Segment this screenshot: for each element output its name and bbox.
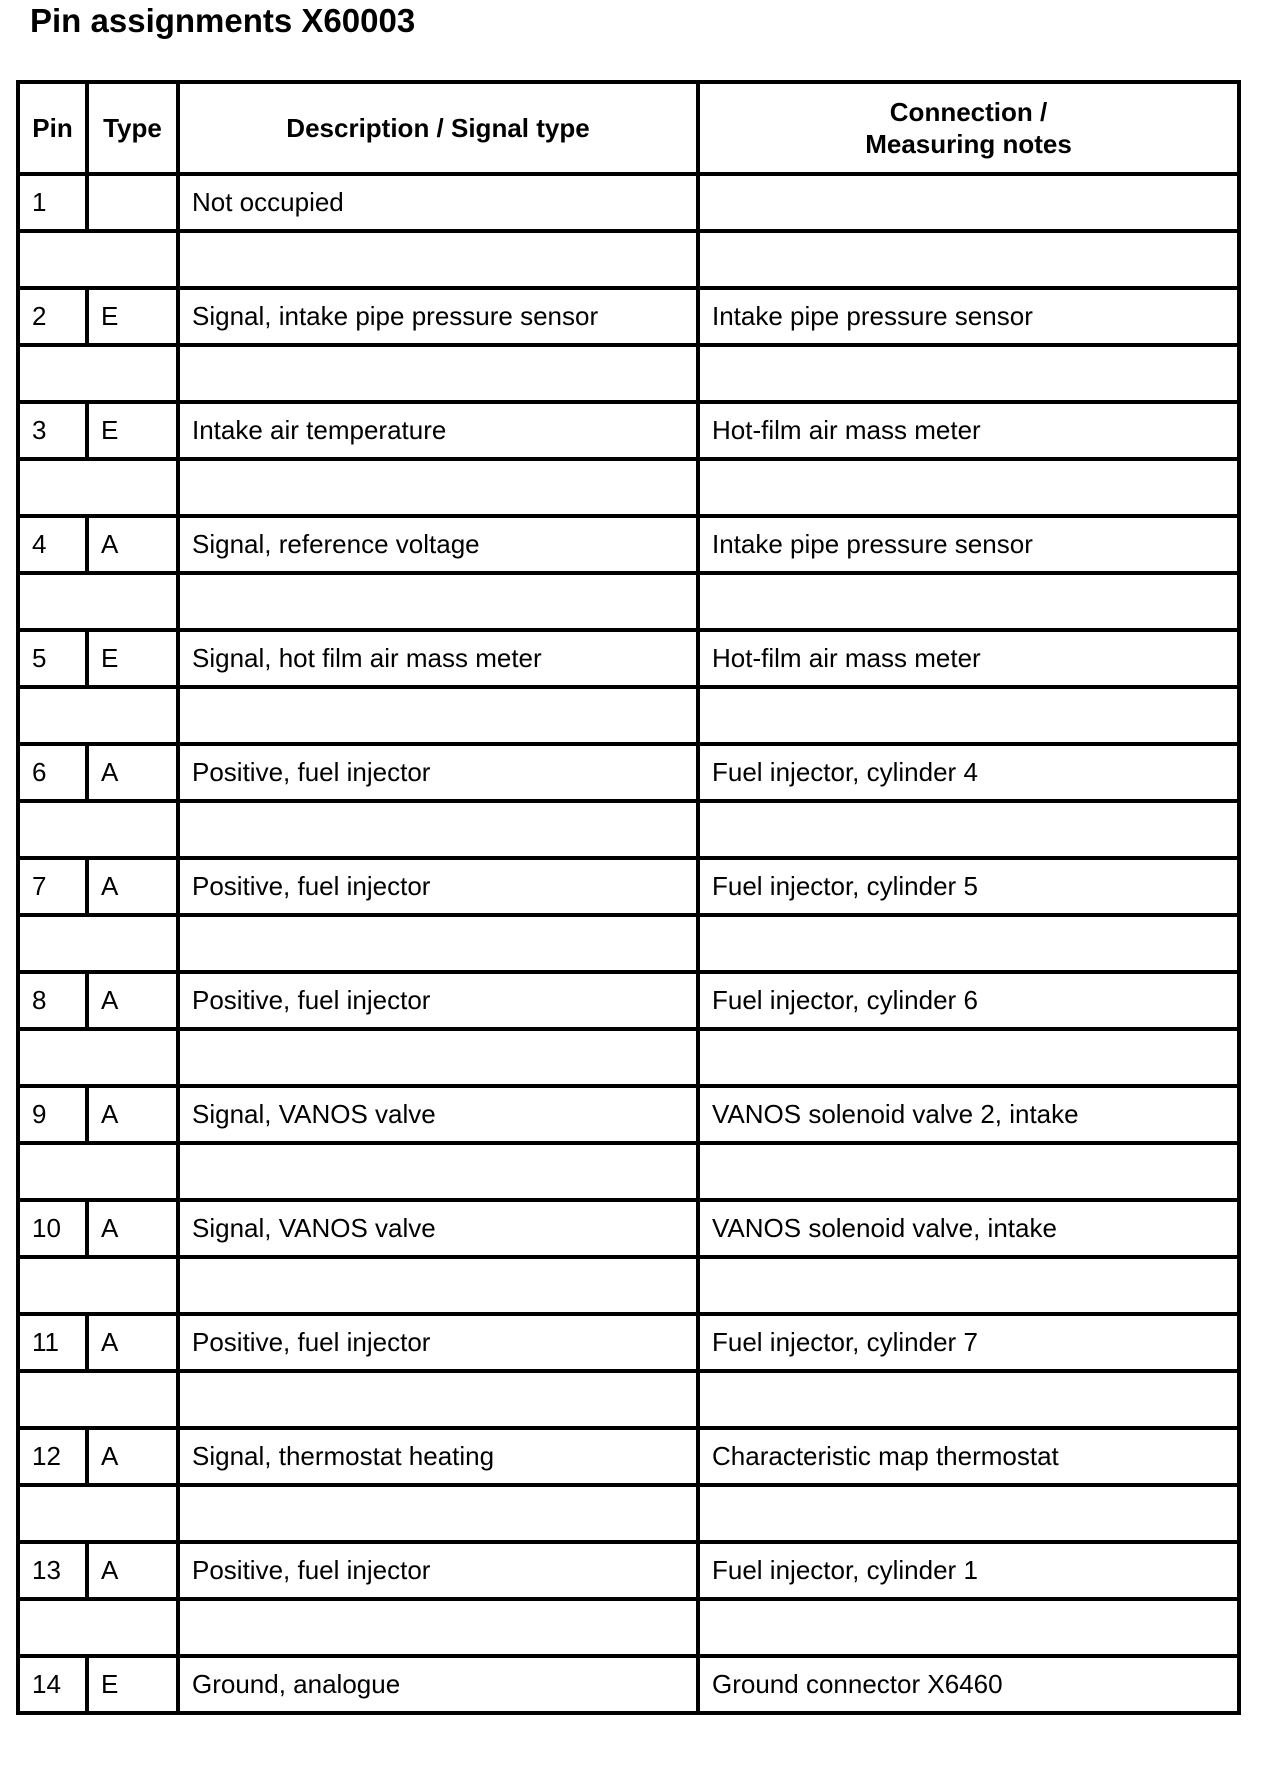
cell-description: Positive, fuel injector [178, 1542, 698, 1599]
cell-connection: VANOS solenoid valve, intake [698, 1200, 1239, 1257]
cell-pin: 6 [18, 744, 87, 801]
spacer-row [18, 1485, 1239, 1542]
cell-connection: Fuel injector, cylinder 4 [698, 744, 1239, 801]
cell-description: Signal, thermostat heating [178, 1428, 698, 1485]
cell-type: A [87, 744, 178, 801]
spacer-cell [698, 573, 1239, 630]
spacer-cell [18, 231, 178, 288]
cell-pin: 3 [18, 402, 87, 459]
spacer-cell [18, 1599, 178, 1656]
spacer-cell [178, 1029, 698, 1086]
cell-connection: Intake pipe pressure sensor [698, 516, 1239, 573]
cell-connection: Intake pipe pressure sensor [698, 288, 1239, 345]
spacer-cell [178, 687, 698, 744]
cell-description: Signal, hot film air mass meter [178, 630, 698, 687]
spacer-cell [18, 345, 178, 402]
cell-pin: 2 [18, 288, 87, 345]
cell-type: A [87, 1314, 178, 1371]
spacer-cell [18, 915, 178, 972]
spacer-cell [18, 687, 178, 744]
cell-type: E [87, 288, 178, 345]
spacer-cell [698, 231, 1239, 288]
header-type: Type [87, 82, 178, 174]
spacer-cell [18, 801, 178, 858]
cell-pin: 14 [18, 1656, 87, 1713]
spacer-row [18, 345, 1239, 402]
cell-pin: 13 [18, 1542, 87, 1599]
cell-connection [698, 174, 1239, 231]
spacer-cell [178, 459, 698, 516]
cell-type: E [87, 402, 178, 459]
spacer-cell [18, 1257, 178, 1314]
spacer-cell [698, 1257, 1239, 1314]
spacer-cell [698, 1485, 1239, 1542]
spacer-cell [178, 1371, 698, 1428]
cell-description: Signal, intake pipe pressure sensor [178, 288, 698, 345]
spacer-cell [18, 1143, 178, 1200]
table-row [18, 1542, 1239, 1599]
cell-connection: Fuel injector, cylinder 1 [698, 1542, 1239, 1599]
table-row [18, 1086, 1239, 1143]
cell-description: Positive, fuel injector [178, 744, 698, 801]
spacer-row [18, 231, 1239, 288]
cell-pin: 12 [18, 1428, 87, 1485]
header-pin: Pin [18, 82, 87, 174]
cell-pin: 1 [18, 174, 87, 231]
cell-type: A [87, 858, 178, 915]
spacer-cell [178, 231, 698, 288]
cell-connection: Fuel injector, cylinder 7 [698, 1314, 1239, 1371]
cell-type: A [87, 516, 178, 573]
spacer-cell [698, 1371, 1239, 1428]
cell-description: Intake air temperature [178, 402, 698, 459]
table-row [18, 1656, 1239, 1713]
cell-pin: 5 [18, 630, 87, 687]
cell-description: Ground, analogue [178, 1656, 698, 1713]
table-row [18, 1428, 1239, 1485]
spacer-cell [178, 915, 698, 972]
cell-description: Signal, reference voltage [178, 516, 698, 573]
cell-pin: 9 [18, 1086, 87, 1143]
cell-description: Positive, fuel injector [178, 1314, 698, 1371]
spacer-row [18, 1257, 1239, 1314]
table-body [18, 174, 1239, 1713]
page-title: Pin assignments X60003 [30, 2, 416, 39]
cell-type: E [87, 630, 178, 687]
spacer-cell [178, 1599, 698, 1656]
spacer-row [18, 459, 1239, 516]
table-row [18, 858, 1239, 915]
spacer-cell [698, 1029, 1239, 1086]
cell-connection: VANOS solenoid valve 2, intake [698, 1086, 1239, 1143]
cell-description: Signal, VANOS valve [178, 1200, 698, 1257]
cell-pin: 8 [18, 972, 87, 1029]
cell-type: A [87, 1200, 178, 1257]
spacer-cell [18, 459, 178, 516]
spacer-cell [698, 801, 1239, 858]
header-connection [698, 82, 1239, 174]
cell-connection: Hot-film air mass meter [698, 402, 1239, 459]
header-connection-line2: Measuring notes [865, 129, 1072, 159]
cell-description: Positive, fuel injector [178, 972, 698, 1029]
table-header-row [18, 82, 1239, 174]
spacer-cell [178, 573, 698, 630]
table-row [18, 402, 1239, 459]
spacer-row [18, 801, 1239, 858]
table-row [18, 630, 1239, 687]
cell-pin: 7 [18, 858, 87, 915]
cell-type: A [87, 1542, 178, 1599]
cell-description: Positive, fuel injector [178, 858, 698, 915]
spacer-cell [178, 345, 698, 402]
cell-type: A [87, 1086, 178, 1143]
spacer-cell [178, 801, 698, 858]
table-row [18, 1314, 1239, 1371]
spacer-cell [178, 1257, 698, 1314]
table-row [18, 288, 1239, 345]
table-row [18, 516, 1239, 573]
spacer-cell [178, 1485, 698, 1542]
spacer-cell [698, 345, 1239, 402]
spacer-cell [18, 1485, 178, 1542]
cell-connection: Ground connector X6460 [698, 1656, 1239, 1713]
table-row [18, 972, 1239, 1029]
spacer-row [18, 573, 1239, 630]
spacer-row [18, 1599, 1239, 1656]
spacer-cell [178, 1143, 698, 1200]
spacer-row [18, 687, 1239, 744]
cell-connection: Hot-film air mass meter [698, 630, 1239, 687]
header-connection-line1: Connection / [889, 96, 1048, 127]
spacer-cell [18, 573, 178, 630]
cell-type: A [87, 972, 178, 1029]
spacer-cell [698, 687, 1239, 744]
spacer-cell [698, 915, 1239, 972]
spacer-row [18, 1029, 1239, 1086]
spacer-row [18, 1143, 1239, 1200]
cell-description: Signal, VANOS valve [178, 1086, 698, 1143]
cell-connection: Characteristic map thermostat [698, 1428, 1239, 1485]
spacer-cell [698, 1599, 1239, 1656]
spacer-cell [698, 1143, 1239, 1200]
pin-assignment-table [16, 80, 1241, 1715]
spacer-cell [18, 1371, 178, 1428]
header-description: Description / Signal type [178, 82, 698, 174]
spacer-cell [18, 1029, 178, 1086]
cell-type: E [87, 1656, 178, 1713]
cell-connection: Fuel injector, cylinder 5 [698, 858, 1239, 915]
table-row [18, 174, 1239, 231]
cell-type: A [87, 1428, 178, 1485]
spacer-cell [698, 459, 1239, 516]
spacer-row [18, 1371, 1239, 1428]
cell-pin: 4 [18, 516, 87, 573]
spacer-row [18, 915, 1239, 972]
cell-connection: Fuel injector, cylinder 6 [698, 972, 1239, 1029]
cell-description: Not occupied [178, 174, 698, 231]
table-row [18, 744, 1239, 801]
cell-pin: 10 [18, 1200, 87, 1257]
table-row [18, 1200, 1239, 1257]
cell-type [87, 174, 178, 231]
cell-pin: 11 [18, 1314, 87, 1371]
